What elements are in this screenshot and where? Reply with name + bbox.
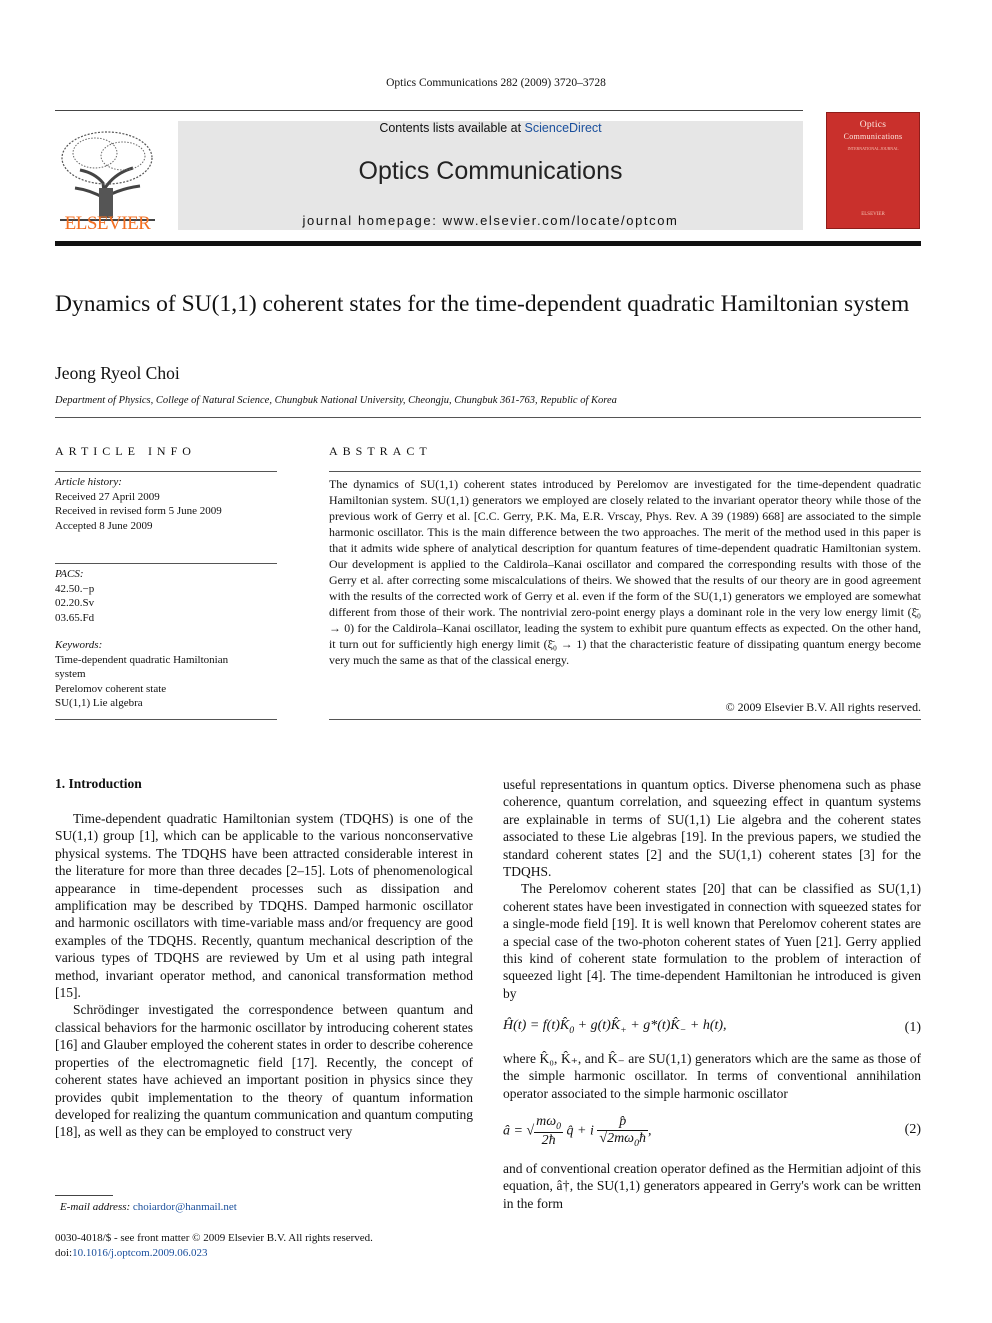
keyword: SU(1,1) Lie algebra: [55, 697, 143, 709]
paper-title: Dynamics of SU(1,1) coherent states for the time-dependent quadratic Hamiltonian system: [55, 291, 910, 317]
keywords-list: [55, 638, 277, 711]
doi-link[interactable]: 10.1016/j.optcom.2009.06.023: [72, 1246, 208, 1259]
equation-2-number: (2): [904, 1122, 921, 1137]
right-column-top: [503, 776, 921, 1002]
abstract-text: The dynamics of SU(1,1) coherent states introduced by Perelomov are investigated for the time-dependent quadratic Hamiltonian system. SU(1,1) generators we employed are closely related to the invariant operator theory while those of the previous work of Gerry et al. [C.C. Gerry, P.K. Ma, E.R. Vrscay, Phys. Rev. A 39 (1989) 668] are associated to the simple harmonic oscillator. This is the main difference between the two approaches. The merit of the method used in this paper is that it admits wide sphere of analytical description for quantum features of time-dependent quadratic Hamiltonian system. Our development is applied to the Caldirola–Kanai oscillator and compared the corresponding results with those of the Gerry et al. after correcting some miscalculations of theirs. We showed that the results of our theory are in good agreement with the results of the corrected work of Gerry et al. even if the form of the SU(1,1) generators we employed are somewhat different from those of their work. The nontrivial zero-point energy plays a dominant role in the very low energy limit (ξ̄₀ → 0) for the Caldirola–Kanai oscillator, leading the system to exhibit pure quantum effects as expected. On the other hand, it turn out for sufficiently high energy limit (ξ̄₀ → 1) that the characteristic feature of dissipating quantum energy become very much the same as that of the classical energy.: [329, 477, 921, 667]
journal-name: Optics Communications: [358, 157, 623, 185]
doi-line: [55, 1246, 373, 1261]
pacs-label: PACS:: [55, 568, 84, 580]
header-thick-rule: [55, 241, 921, 246]
contents-line: [178, 121, 803, 135]
pacs-code: 42.50.−p: [55, 582, 95, 595]
publisher-logo-text: ELSEVIER: [64, 213, 151, 234]
homepage-prefix: journal homepage:: [302, 213, 443, 228]
email-link[interactable]: choiardor@hanmail.net: [132, 1201, 237, 1213]
keyword: system: [55, 668, 86, 680]
pacs-code: 02.20.Sv: [55, 597, 95, 609]
keywords-label: Keywords:: [55, 639, 103, 651]
author-name: Jeong Ryeol Choi: [55, 363, 180, 383]
footnote-rule: [55, 1195, 113, 1196]
received-date: Received 27 April 2009: [55, 490, 160, 503]
section-rule: [55, 417, 921, 418]
journal-reference: Optics Communications 282 (2009) 3720–3728: [386, 77, 606, 89]
top-rule: [55, 110, 803, 111]
equation-2: [503, 1110, 921, 1152]
cover-title: [826, 120, 920, 142]
left-column: [55, 810, 473, 1141]
abstract-rule: [329, 471, 921, 472]
abstract-copyright: © 2009 Elsevier B.V. All rights reserved.: [725, 700, 921, 714]
contents-prefix: Contents lists available at: [379, 121, 525, 135]
sciencedirect-link[interactable]: ScienceDirect: [524, 121, 602, 135]
equation-1-formula: Ĥ(t) = $f(t)K̂_0$ + $g(t)K̂_+$ + $g*(t)K̂_- + h(t)$,: [503, 1018, 727, 1036]
cover-subtitle: INTERNATIONAL JOURNAL: [847, 146, 899, 151]
intro-paragraph-4: The Perelomov coherent states [20] that can be classified as SU(1,1) coherent states have been investigated in connection with squeezed states for a single-mode field [19]. It is well known that Perelomov coherent states are a special case of the two-photon coherent states of Yuen [21]. Gerry applied this kind of coherent state formulation to the problem of interaction of squeezed light [4]. The time-dependent Hamiltonian he introduced is given by: [503, 881, 921, 1001]
cover-title-line-1: Optics: [859, 120, 887, 130]
intro-paragraph-6: and of conventional creation operator defined as the Hermitian adjoint of this equation, â†, the SU(1,1) generators appeared in Gerry's work can be written in the form: [503, 1161, 921, 1211]
author-email: [55, 1201, 478, 1213]
keyword: Time-dependent quadratic Hamiltonian: [55, 653, 229, 666]
history-label: Article history:: [55, 476, 122, 488]
intro-paragraph-1: Time-dependent quadratic Hamiltonian system (TDQHS) is one of the SU(1,1) group [1], which can be applicable to the various nonconservative physical systems. The TDQHS have been attracted considerable interest in the literature for more than three decades [2–15]. Lots of phenomenological appearance in time-dependent processes such as dissipation and amplification may be described by TDQHS. Damped harmonic oscillator and harmonic oscillators with time-variable mass and/or frequency are good examples of the TDQHS. Recently, quantum mechanical description of the various types of TDQHS are reviewed by Um et al using path integral method, invariant operator method, and canonical transformation method [15].: [55, 811, 473, 1001]
cover-publisher: ELSEVIER: [861, 212, 885, 217]
issn-line: [55, 1231, 373, 1260]
article-info-heading: ARTICLE INFO: [55, 444, 196, 458]
article-info-rule: [55, 719, 277, 720]
abstract-rule: [329, 719, 921, 720]
cover-title-line-2: Communications: [843, 132, 903, 141]
doi-label: doi:: [55, 1246, 73, 1259]
intro-paragraph-5: where K̂₀, K̂₊, and K̂₋ are SU(1,1) generators which are the same as those of the simple harmonic oscillator. In terms of conventional annihilation operator associated to the simple harmonic oscillator: [503, 1051, 921, 1101]
pacs-code: 03.65.Fd: [55, 611, 95, 624]
right-column-middle: [503, 1050, 921, 1102]
article-info-rule: [55, 563, 277, 564]
equation-2-formula: â = √ $\frac{m\omega_0}{2ħ}$ q̂ + i $\frac{p̂}{√2m\omega_0ħ}$ ,: [503, 1114, 652, 1149]
author-affiliation: Department of Physics, College of Natural Science, Chungbuk National University, Cheongju, Chungbuk 361-763, Republic of Korea: [55, 395, 617, 406]
right-column-bottom: [503, 1160, 921, 1212]
pacs-list: [55, 567, 277, 625]
introduction-heading: 1. Introduction: [55, 776, 142, 791]
revised-date: Received in revised form 5 June 2009: [55, 505, 222, 517]
article-info-rule: [55, 471, 277, 472]
intro-paragraph-3: useful representations in quantum optics. Diverse phenomena such as phase coherence, quantum correlation, and squeezing effect in quantum systems are explainable in terms of SU(1,1) Lie algebra and the coherent states associated to these Lie algebras [19]. In the previous papers, we studied the standard coherent states [2] and the SU(1,1) coherent states [3] for the TDQHS.: [503, 777, 921, 880]
homepage-url[interactable]: www.elsevier.com/locate/optcom: [442, 213, 679, 228]
keyword: Perelomov coherent state: [55, 682, 167, 695]
intro-paragraph-2: Schrödinger investigated the correspondence between quantum and classical behaviors for the harmonic oscillator by introducing coherent states [16] and Glauber employed the coherent states in order to describe coherence properties of the electromagnetic field [17]. Recently, the concept of coherent states have achieved an important position in physics since they provides qubit implementation to the theory of quantum information developed for realizing the quantum communication and quantum computing [18], as well as they can be employed to construct very: [55, 1002, 473, 1140]
equation-1: [503, 1018, 921, 1040]
email-label: E-mail address:: [60, 1201, 133, 1213]
abstract-heading: ABSTRACT: [329, 444, 432, 458]
equation-1-number: (1): [904, 1020, 921, 1035]
issn-text: 0030-4018/$ - see front matter © 2009 Elsevier B.V. All rights reserved.: [55, 1232, 373, 1244]
journal-homepage: [178, 213, 803, 228]
accepted-date: Accepted 8 June 2009: [55, 519, 153, 532]
article-history: [55, 475, 277, 533]
